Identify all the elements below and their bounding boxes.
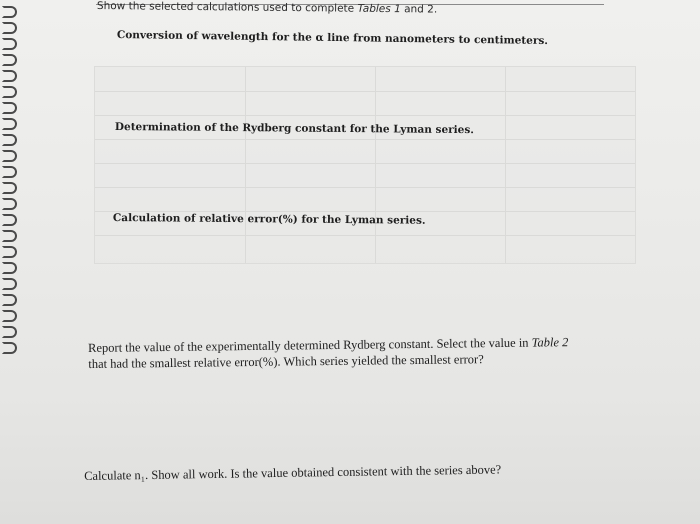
spiral-binding (0, 0, 16, 524)
section-relative-error-heading: Calculation of relative error(%) for the Lyman series. (112, 212, 426, 227)
section-rydberg-heading: Determination of the Rydberg constant for the Lyman series. (114, 121, 474, 137)
instructions-line (97, 0, 437, 16)
question-rydberg-line1: Report the value of the experimentally determined Rydberg constant. Select the value in Table 2 (88, 335, 569, 355)
instructions-suffix: and 2. (400, 3, 438, 16)
section-conversion-heading: Conversion of wavelength for the α line from nanometers to centimeters. (116, 29, 549, 48)
question-rydberg-report (88, 334, 569, 372)
tables-reference: Tables 1 (357, 2, 401, 16)
table-2-reference: Table 2 (531, 335, 569, 350)
question-calculate-nf: Calculate n₁. Show all work. Is the value obtained consistent with the series above? (84, 462, 502, 483)
bleed-through-table (94, 66, 636, 264)
instructions-text: Show the selected calculations used to complete (96, 0, 358, 15)
question-rydberg-line2: that had the smallest relative error(%). Which series yielded the smallest error? (88, 352, 484, 371)
